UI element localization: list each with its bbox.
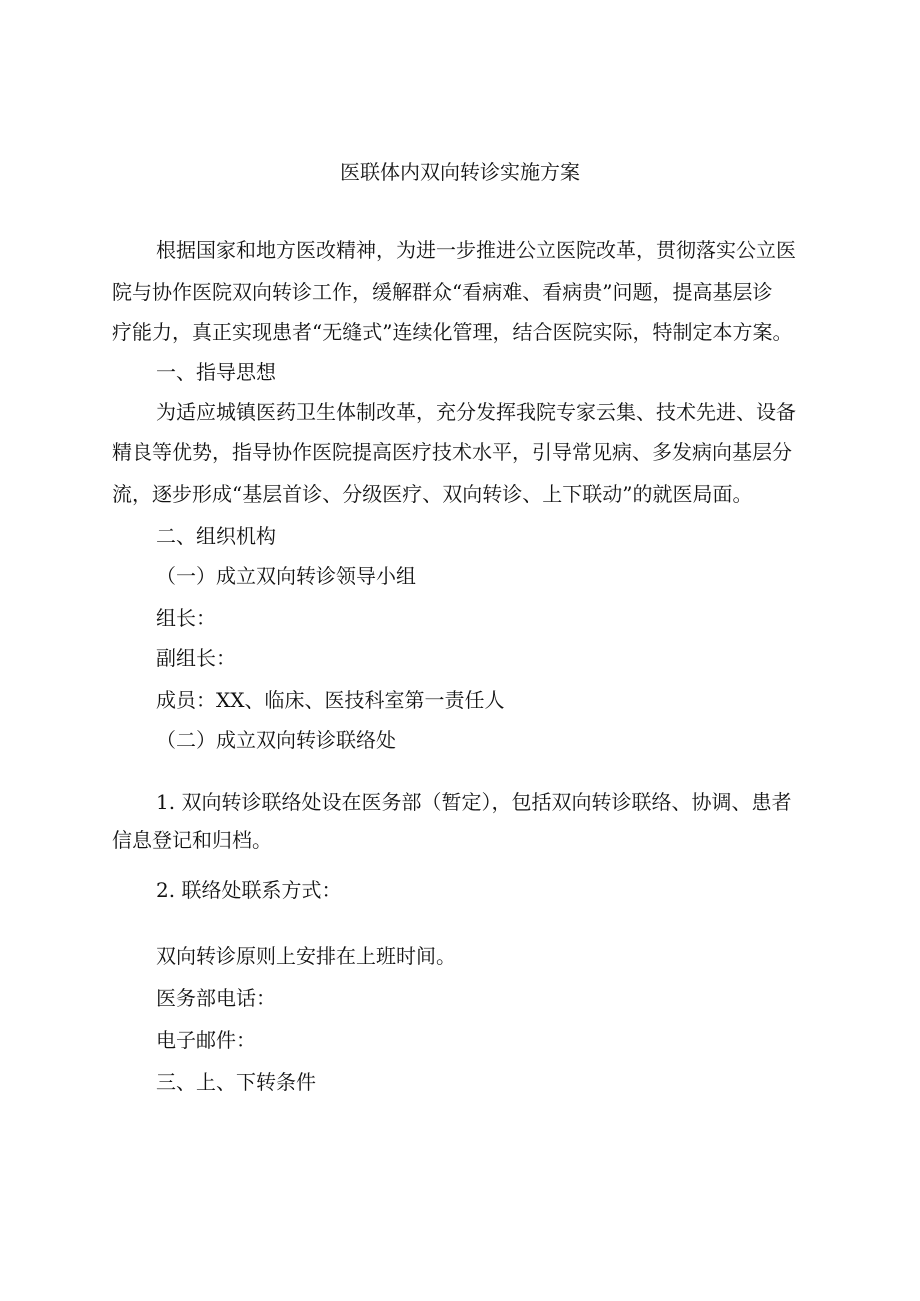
item-1-line-2: 信息登记和归档。 xyxy=(112,828,272,852)
email-field: 电子邮件： xyxy=(156,1028,256,1052)
intro-line-3: 疗能力，真正实现患者“无缝式”连续化管理，结合医院实际，特制定本方案。 xyxy=(112,320,793,344)
document-title: 医联体内双向转诊实施方案 xyxy=(340,160,580,184)
subsection-leadership-group: （一）成立双向转诊领导小组 xyxy=(156,564,416,588)
schedule-note: 双向转诊原则上安排在上班时间。 xyxy=(156,944,456,968)
item-2: 2. 联络处联系方式： xyxy=(156,878,342,902)
intro-line-2: 院与协作医院双向转诊工作，缓解群众“看病难、看病贵”问题，提高基层诊 xyxy=(112,280,773,304)
intro-line-1: 根据国家和地方医改精神，为进一步推进公立医院改革，贯彻落实公立医 xyxy=(156,238,796,262)
section-2-heading: 二、组织机构 xyxy=(156,524,276,548)
members-field: 成员：XX、临床、医技科室第一责任人 xyxy=(156,688,505,712)
section-1-line-1: 为适应城镇医药卫生体制改革，充分发挥我院专家云集、技术先进、设备 xyxy=(156,400,796,424)
vice-leader-field: 副组长： xyxy=(156,646,236,670)
section-1-line-2: 精良等优势，指导协作医院提高医疗技术水平，引导常见病、多发病向基层分 xyxy=(112,440,792,464)
phone-field: 医务部电话： xyxy=(156,986,276,1010)
section-3-heading: 三、上、下转条件 xyxy=(156,1070,316,1094)
item-1-line-1: 1. 双向转诊联络处设在医务部（暂定），包括双向转诊联络、协调、患者 xyxy=(156,790,792,814)
subsection-liaison-office: （二）成立双向转诊联络处 xyxy=(156,728,396,752)
section-1-heading: 一、指导思想 xyxy=(156,360,276,384)
section-1-line-3: 流，逐步形成“基层首诊、分级医疗、双向转诊、上下联动”的就医局面。 xyxy=(112,482,753,506)
leader-field: 组长： xyxy=(156,606,216,630)
